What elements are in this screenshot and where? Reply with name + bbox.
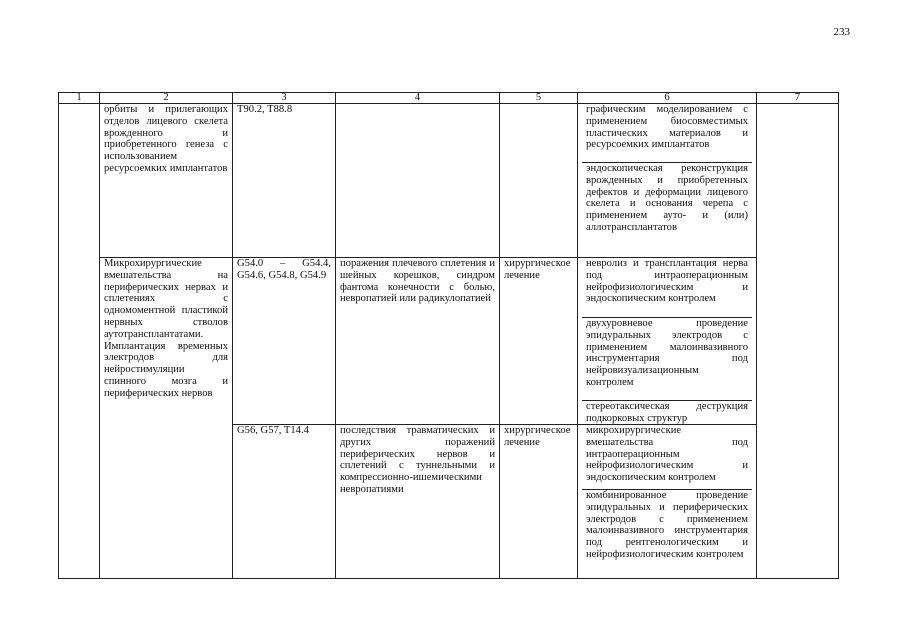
column-header: 7 <box>757 93 839 104</box>
method-item: микрохирургические вмешательства под интраоперационным нейрофизиологическим и эндоскопическим контролем <box>586 425 748 484</box>
method-item: эндоскопическая реконструкция врожденных и приобретенных дефектов и деформации лицевого скелета и основания черепа с применением ауто- и (или) аллотрансплантатов <box>582 162 752 257</box>
method-item: графическим моделированием с применением биосовместимых пластических материалов и ресурсоемких имплантатов <box>586 104 748 151</box>
cell-treatment: хирургическое лечение <box>500 425 578 579</box>
cell-condition: последствия травматических и других поражений периферических нервов и сплетений с туннельными и компрессионно-ишемическими невропатиями <box>336 425 500 579</box>
page-number: 233 <box>833 26 850 38</box>
medical-procedures-table <box>58 92 839 579</box>
cell-treatment: хирургическое лечение <box>500 258 578 425</box>
cell-methods <box>578 425 757 579</box>
table-row <box>59 104 839 258</box>
cell-intervention: орбиты и прилегающих отделов лицевого скелета врожденного и приобретенного генеза с использованием ресурсоемких имплантатов <box>100 104 233 258</box>
method-item: невролиз и трансплантация нерва под интраоперационным нейрофизиологическим и эндоскопическим контролем <box>586 258 748 305</box>
method-item: двухуровневое проведение эпидуральных электродов с применением малоинвазивного инструментария под нейровизуализационным контролем <box>582 317 752 400</box>
table-header-row <box>59 93 839 104</box>
cell-notes <box>757 104 839 579</box>
cell-treatment <box>500 104 578 258</box>
cell-methods <box>578 258 757 425</box>
column-header: 4 <box>336 93 500 104</box>
cell-codes: T90.2, T88.8 <box>233 104 336 258</box>
column-header: 5 <box>500 93 578 104</box>
cell-methods <box>578 104 757 258</box>
method-item: стереотаксическая деструкция подкорковых структур <box>582 400 752 424</box>
cell-condition <box>336 104 500 258</box>
column-header: 6 <box>578 93 757 104</box>
column-header: 1 <box>59 93 100 104</box>
cell-codes: G56, G57, T14.4 <box>233 425 336 579</box>
cell-intervention: Микрохирургические вмешательства на периферических нервах и сплетениях с одномоментной пластикой нервных стволов аутотрансплантатами. Имплантация временных электродов для нейростимуляции спинного мозга и периферических нервов <box>100 258 233 579</box>
cell-number <box>59 104 100 579</box>
cell-codes: G54.0 – G54.4, G54.6, G54.8, G54.9 <box>233 258 336 425</box>
cell-condition: поражения плечевого сплетения и шейных корешков, синдром фантома конечности с болью, невропатией или радикулопатией <box>336 258 500 425</box>
column-header: 3 <box>233 93 336 104</box>
table-row <box>59 258 839 425</box>
column-header: 2 <box>100 93 233 104</box>
method-item: комбинированное проведение эпидуральных и периферических электродов с применением малоинвазивного инструментария под рентгенологическим и нейрофизиологическим контролем <box>582 489 752 578</box>
